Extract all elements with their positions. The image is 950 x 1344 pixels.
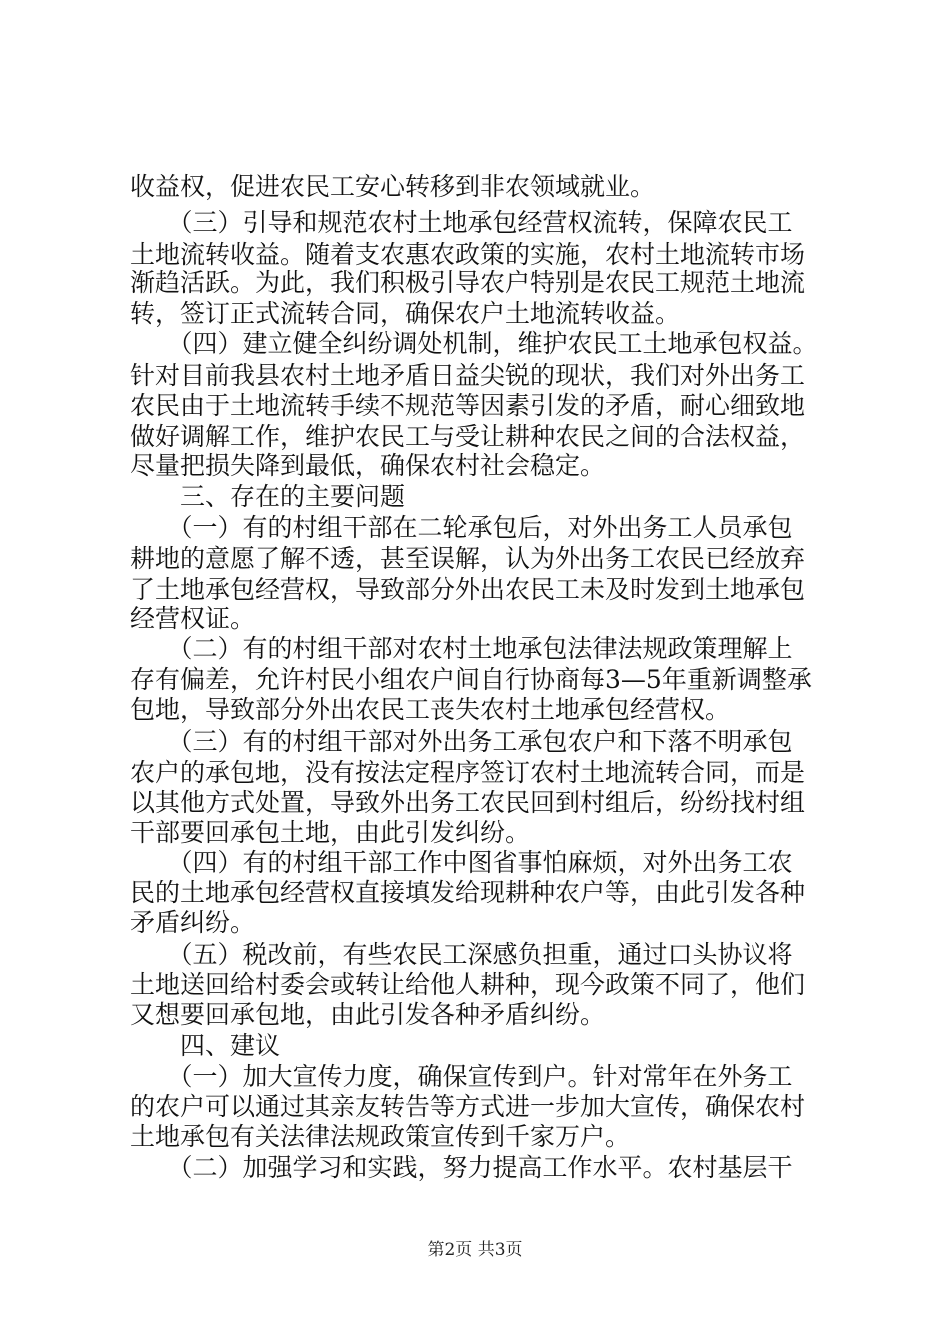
text-line: （二）加强学习和实践，努力提高工作水平。农村基层干 (130, 1153, 793, 1182)
text-line: 经营权证。 (130, 604, 256, 633)
text-line: （三）引导和规范农村土地承包经营权流转，保障农民工 (130, 208, 793, 237)
text-line: 农户的承包地，没有按法定程序签订农村土地流转合同，而是 (130, 758, 806, 787)
text-line: 耕地的意愿了解不透，甚至误解，认为外出务工农民已经放弃 (130, 544, 806, 573)
text-line: 了土地承包经营权，导致部分外出农民工未及时发到土地承包 (130, 575, 806, 604)
text-line: （四）建立健全纠纷调处机制，维护农民工土地承包权益。 (130, 329, 818, 358)
text-line: 又想要回承包地，由此引发各种矛盾纠纷。 (130, 1000, 606, 1029)
text-line: （一）有的村组干部在二轮承包后，对外出务工人员承包 (130, 513, 793, 542)
text-line: （二）有的村组干部对农村土地承包法律法规政策理解上 (130, 634, 793, 663)
text-line: 做好调解工作，维护农民工与受让耕种农民之间的合法权益， (130, 422, 806, 451)
text-line: 土地承包有关法律法规政策宣传到千家万户。 (130, 1122, 631, 1151)
text-line: 存有偏差，允许村民小组农户间自行协商每3—5年重新调整承 (130, 665, 812, 694)
text-line: 的农户可以通过其亲友转告等方式进一步加大宣传，确保农村 (130, 1092, 806, 1121)
text-line: 转，签订正式流转合同，确保农户土地流转收益。 (130, 299, 681, 328)
text-line: 以其他方式处置，导致外出务工农民回到村组后，纷纷找村组 (130, 788, 806, 817)
section-heading: 三、存在的主要问题 (130, 482, 406, 511)
text-line: 尽量把损失降到最低，确保农村社会稳定。 (130, 451, 606, 480)
text-line: 土地送回给村委会或转让给他人耕种，现今政策不同了，他们 (130, 970, 806, 999)
text-line: 农民由于土地流转手续不规范等因素引发的矛盾，耐心细致地 (130, 391, 806, 420)
text-line: 包地，导致部分外出农民工丧失农村土地承包经营权。 (130, 695, 731, 724)
text-line: （五）税改前，有些农民工深感负担重，通过口头协议将 (130, 940, 793, 969)
text-line: 干部要回承包土地，由此引发纠纷。 (130, 818, 531, 847)
text-line: 矛盾纠纷。 (130, 908, 256, 937)
text-line: （三）有的村组干部对外出务工承包农户和下落不明承包 (130, 727, 793, 756)
page-number-footer: 第2页 共3页 (427, 1240, 523, 1260)
text-line: 土地流转收益。随着支农惠农政策的实施，农村土地流转市场 (130, 240, 806, 269)
text-line: （四）有的村组干部工作中图省事怕麻烦，对外出务工农 (130, 848, 793, 877)
text-line: 针对目前我县农村土地矛盾日益尖锐的现状，我们对外出务工 (130, 361, 806, 390)
text-line: 收益权，促进农民工安心转移到非农领域就业。 (130, 172, 656, 201)
text-line: 民的土地承包经营权直接填发给现耕种农户等，由此引发各种 (130, 878, 806, 907)
text-line: 渐趋活跃。为此，我们积极引导农户特别是农民工规范土地流 (130, 268, 806, 297)
text-line: （一）加大宣传力度，确保宣传到户。针对常年在外务工 (130, 1062, 793, 1091)
section-heading: 四、建议 (130, 1031, 281, 1060)
